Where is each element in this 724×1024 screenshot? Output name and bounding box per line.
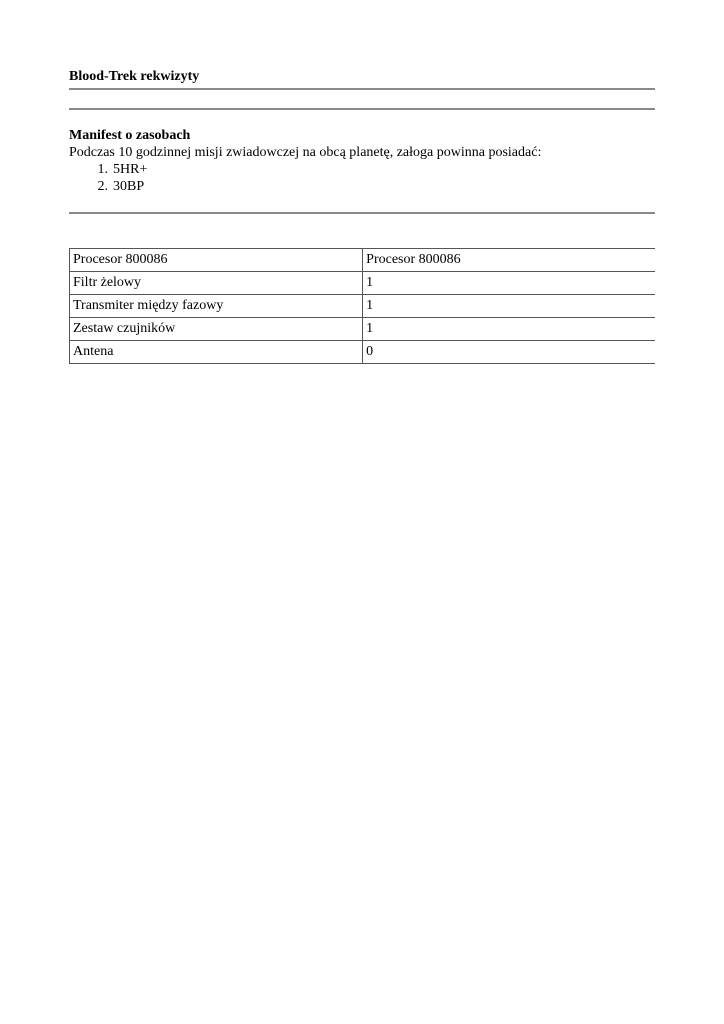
section-intro: Podczas 10 godzinnej misji zwiadowczej na obcą planetę, załoga powinna posiadać: — [69, 145, 542, 160]
table-cell: Antena — [70, 341, 363, 364]
table-cell: Zestaw czujników — [70, 318, 363, 341]
table-cell: Transmiter między fazowy — [70, 295, 363, 318]
horizontal-rule — [69, 88, 655, 90]
requirements-list — [69, 161, 147, 195]
table-cell: 1 — [363, 318, 655, 341]
document-title: Blood-Trek rekwizyty — [69, 69, 200, 84]
horizontal-rule — [69, 108, 655, 110]
table-cell: 0 — [363, 341, 655, 364]
table-row — [70, 341, 656, 364]
table-cell: 1 — [363, 295, 655, 318]
list-item-number: 2. — [97, 179, 108, 194]
section-heading: Manifest o zasobach — [69, 128, 191, 143]
table-cell: Procesor 800086 — [363, 249, 655, 272]
list-item-number: 1. — [97, 162, 108, 177]
table-row — [70, 272, 656, 295]
table-cell: Filtr żelowy — [70, 272, 363, 295]
horizontal-rule — [69, 212, 655, 214]
inventory-table — [69, 248, 655, 364]
table-cell: Procesor 800086 — [70, 249, 363, 272]
table-row — [70, 318, 656, 341]
list-item-text: 5HR+ — [113, 162, 148, 177]
table-cell: 1 — [363, 272, 655, 295]
table-row — [70, 295, 656, 318]
list-item-text: 30BP — [113, 179, 145, 194]
list-item — [69, 161, 147, 178]
list-item — [69, 178, 147, 195]
table-row — [70, 249, 656, 272]
